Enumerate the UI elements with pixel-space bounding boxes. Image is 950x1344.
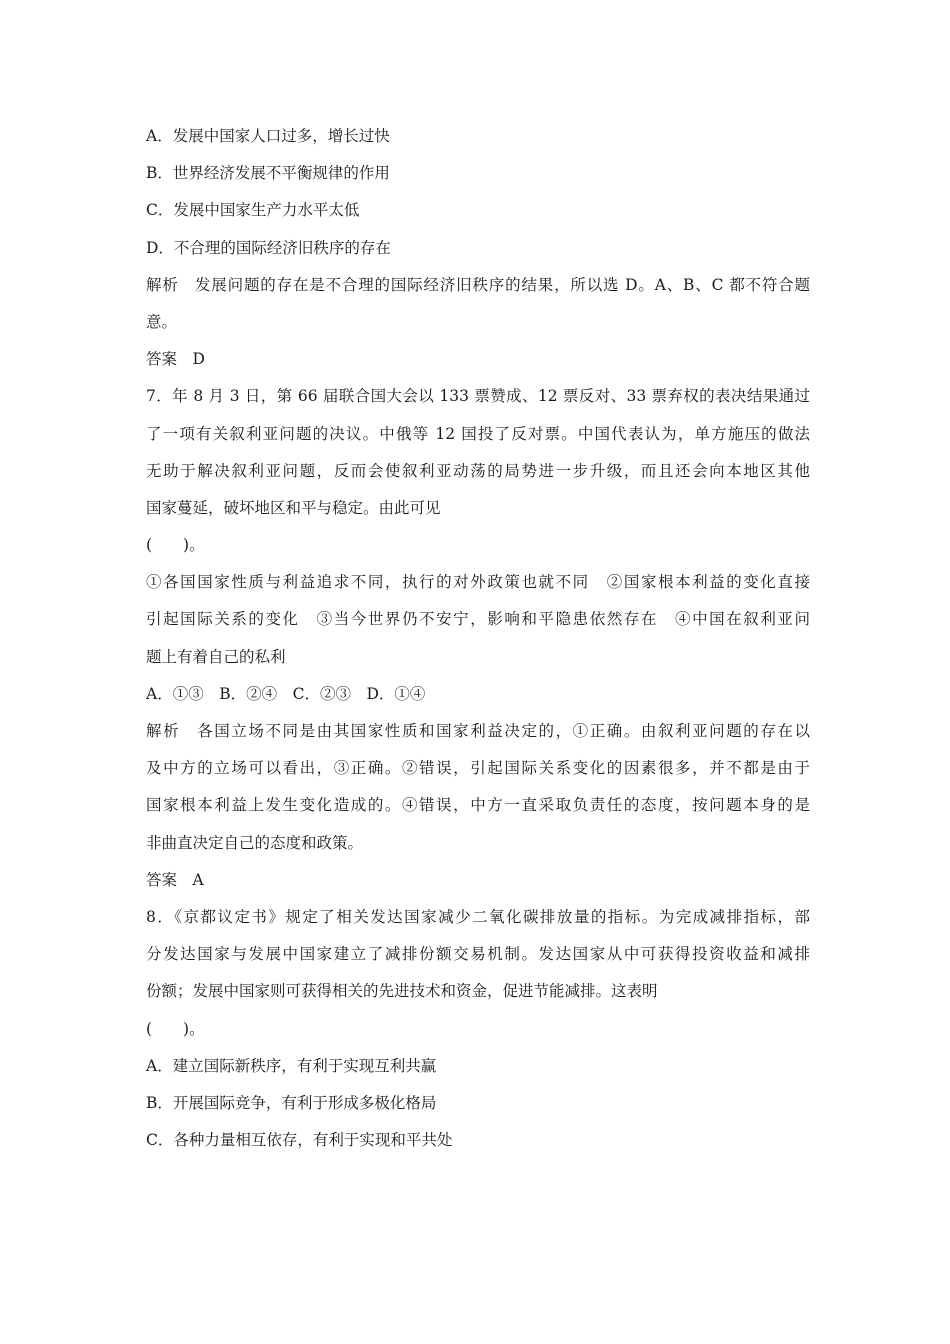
q6-analysis-line: 解析 发展问题的存在是不合理的国际经济旧秩序的结果，所以选 D。A、B、C 都不符合题 — [146, 275, 810, 294]
q6-option-c: C．发展中国家生产力水平太低 — [146, 201, 360, 220]
q7-analysis-line: 解析 各国立场不同是由其国家性质和国家利益决定的，①正确。由叙利亚问题的存在以 — [146, 722, 810, 740]
q7-stem-line: 7．年 8 月 3 日，第 66 届联合国大会以 133 票赞成、12 票反对、33 票弃权的表决结果通过 — [146, 387, 810, 406]
q7-stem-line: 了一项有关叙利亚问题的决议。中俄等 12 国投了反对票。中国代表认为，单方施压的做法 — [146, 424, 810, 443]
q6-option-b: B．世界经济发展不平衡规律的作用 — [146, 164, 390, 183]
q8-stem-line: 分发达国家与发展中国家建立了减排份额交易机制。发达国家从中可获得投资收益和减排 — [146, 945, 810, 964]
q8-answer-blank: ( )。 — [146, 1019, 205, 1038]
document-page — [146, 121, 810, 1162]
q6-answer: 答案 D — [146, 350, 205, 369]
q8-stem-line: 8．《京都议定书》规定了相关发达国家减少二氧化碳排放量的指标。为完成减排指标，部 — [146, 907, 810, 926]
q8-option-c: C．各种力量相互依存，有利于实现和平共处 — [146, 1131, 453, 1150]
q7-stem-line: 国家蔓延，破坏地区和平与稳定。由此可见 — [146, 498, 441, 517]
q7-answer-blank: ( )。 — [146, 536, 205, 555]
q7-statements-line: 题上有着自己的私利 — [146, 647, 286, 666]
q8-option-b: B．开展国际竞争，有利于形成多极化格局 — [146, 1093, 437, 1112]
q7-options: A．①③ B．②④ C．②③ D．①④ — [146, 684, 426, 703]
q7-statements-line: 引起国际关系的变化 ③当今世界仍不安宁，影响和平隐患依然存在 ④中国在叙利亚问 — [146, 610, 810, 629]
q8-option-a: A．建立国际新秩序，有利于实现互利共赢 — [146, 1056, 437, 1075]
q7-analysis-line: 非曲直决定自己的态度和政策。 — [146, 833, 364, 852]
q7-stem-line: 无助于解决叙利亚问题，反而会使叙利亚动荡的局势进一步升级，而且还会向本地区其他 — [146, 461, 810, 480]
q7-statements-line: ①各国国家性质与利益追求不同，执行的对外政策也就不同 ②国家根本利益的变化直接 — [146, 573, 810, 592]
q7-analysis-line: 及中方的立场可以看出，③正确。②错误，引起国际关系变化的因素很多，并不都是由于 — [146, 759, 810, 778]
q6-analysis-line: 意。 — [146, 312, 178, 331]
q7-analysis-line: 国家根本利益上发生变化造成的。④错误，中方一直采取负责任的态度，按问题本身的是 — [146, 796, 810, 815]
q8-stem-line: 份额；发展中国家则可获得相关的先进技术和资金，促进节能减排。这表明 — [146, 982, 658, 1001]
q6-option-a: A．发展中国家人口过多，增长过快 — [146, 127, 390, 145]
q6-option-d: D．不合理的国际经济旧秩序的存在 — [146, 238, 391, 257]
q7-answer: 答案 A — [146, 870, 204, 889]
